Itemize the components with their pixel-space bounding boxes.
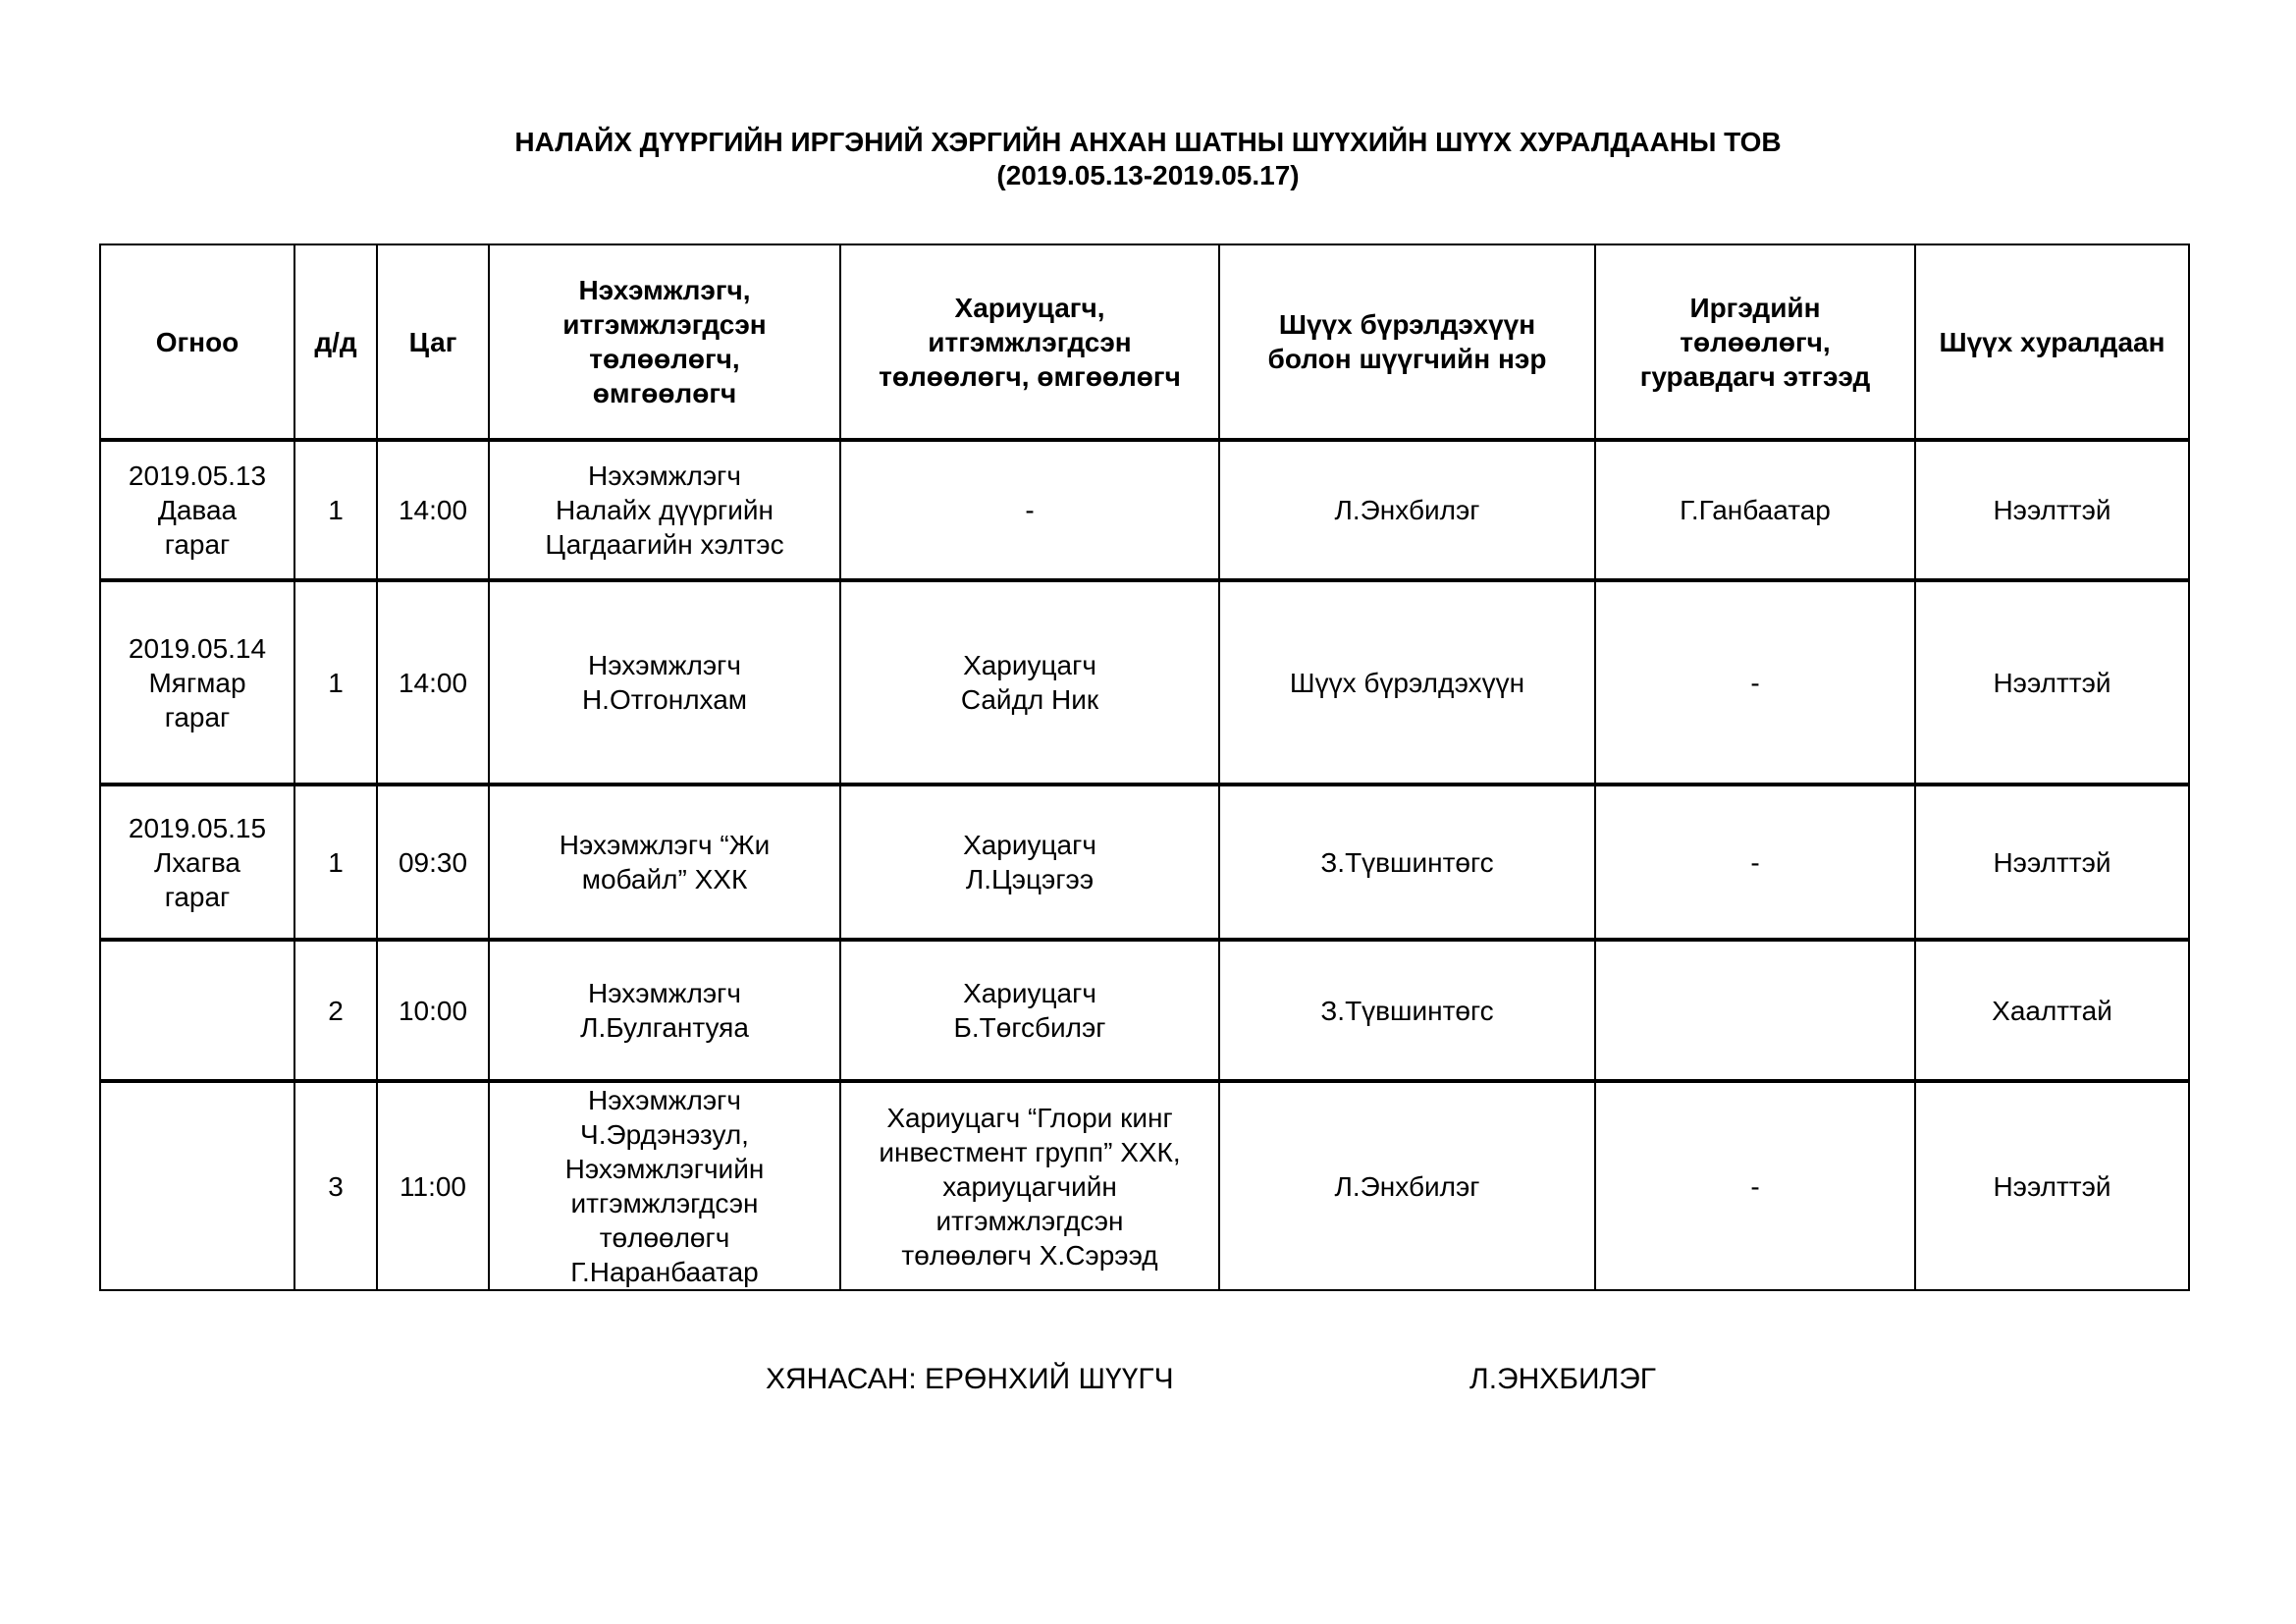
cell-hearing: Нээлттэй [1915,785,2189,940]
cell-number: 1 [294,785,377,940]
cell-time: 14:00 [377,440,489,580]
header-third-party: Иргэдийн төлөөлөгч, гуравдагч этгээд [1595,244,1915,440]
header-defendant: Хариуцагч, итгэмжлэгдсэн төлөөлөгч, өмгөөлөгч [840,244,1219,440]
cell-date [100,940,294,1081]
cell-number: 1 [294,440,377,580]
cell-plaintiff: Нэхэмжлэгч Л.Булгантуяа [489,940,840,1081]
cell-hearing: Хаалттай [1915,940,2189,1081]
cell-third-party: - [1595,785,1915,940]
cell-number: 1 [294,580,377,785]
title-date-range: (2019.05.13-2019.05.17) [996,160,1300,190]
cell-time: 10:00 [377,940,489,1081]
cell-judge: Л.Энхбилэг [1219,1081,1595,1290]
hearing-schedule-table [99,244,2190,1291]
cell-judge: Шүүх бүрэлдэхүүн [1219,580,1595,785]
cell-number: 3 [294,1081,377,1290]
cell-third-party [1595,940,1915,1081]
cell-judge: З.Түвшинтөгс [1219,940,1595,1081]
cell-date: 2019.05.13 Даваа гараг [100,440,294,580]
header-date: Огноо [100,244,294,440]
cell-judge: Л.Энхбилэг [1219,440,1595,580]
table-row [100,1081,2189,1290]
header-judge: Шүүх бүрэлдэхүүн болон шүүгчийн нэр [1219,244,1595,440]
table-row [100,580,2189,785]
header-time: Цаг [377,244,489,440]
cell-date: 2019.05.14 Мягмар гараг [100,580,294,785]
cell-plaintiff: Нэхэмжлэгч Ч.Эрдэнэзул, Нэхэмжлэгчийн итгэмжлэгдсэн төлөөлөгч Г.Наранбаатар [489,1081,840,1290]
table-row [100,785,2189,940]
table-row [100,940,2189,1081]
title-line-1: НАЛАЙХ ДҮҮРГИЙН ИРГЭНИЙ ХЭРГИЙН АНХАН ШАТНЫ ШҮҮХИЙН ШҮҮХ ХУРАЛДААНЫ ТОВ [514,127,1782,157]
cell-third-party: Г.Ганбаатар [1595,440,1915,580]
cell-defendant: - [840,440,1219,580]
cell-plaintiff: Нэхэмжлэгч “Жи мобайл” ХХК [489,785,840,940]
cell-time: 14:00 [377,580,489,785]
table-row [100,440,2189,580]
cell-third-party: - [1595,1081,1915,1290]
cell-judge: З.Түвшинтөгс [1219,785,1595,940]
cell-defendant: Хариуцагч Л.Цэцэгээ [840,785,1219,940]
cell-time: 09:30 [377,785,489,940]
signature-name: Л.ЭНХБИЛЭГ [1469,1363,1657,1395]
cell-third-party: - [1595,580,1915,785]
header-plaintiff: Нэхэмжлэгч, итгэмжлэгдсэн төлөөлөгч, өмгөөлөгч [489,244,840,440]
cell-plaintiff: Нэхэмжлэгч Налайх дүүргийн Цагдаагийн хэлтэс [489,440,840,580]
cell-date: 2019.05.15 Лхагва гараг [100,785,294,940]
cell-defendant: Хариуцагч Б.Төгсбилэг [840,940,1219,1081]
cell-defendant: Хариуцагч Сайдл Ник [840,580,1219,785]
document-title [0,126,2296,192]
cell-date [100,1081,294,1290]
cell-hearing: Нээлттэй [1915,580,2189,785]
cell-hearing: Нээлттэй [1915,1081,2189,1290]
table-header-row [100,244,2189,440]
cell-hearing: Нээлттэй [1915,440,2189,580]
cell-defendant: Хариуцагч “Глори кинг инвестмент групп” ХХК, хариуцагчийн итгэмжлэгдсэн төлөөлөгч Х.Сэрээд [840,1081,1219,1290]
cell-plaintiff: Нэхэмжлэгч Н.Отгонлхам [489,580,840,785]
signature-label: ХЯНАСАН: ЕРӨНХИЙ ШҮҮГЧ [766,1363,1174,1395]
header-hearing: Шүүх хуралдаан [1915,244,2189,440]
cell-time: 11:00 [377,1081,489,1290]
header-number: д/д [294,244,377,440]
cell-number: 2 [294,940,377,1081]
